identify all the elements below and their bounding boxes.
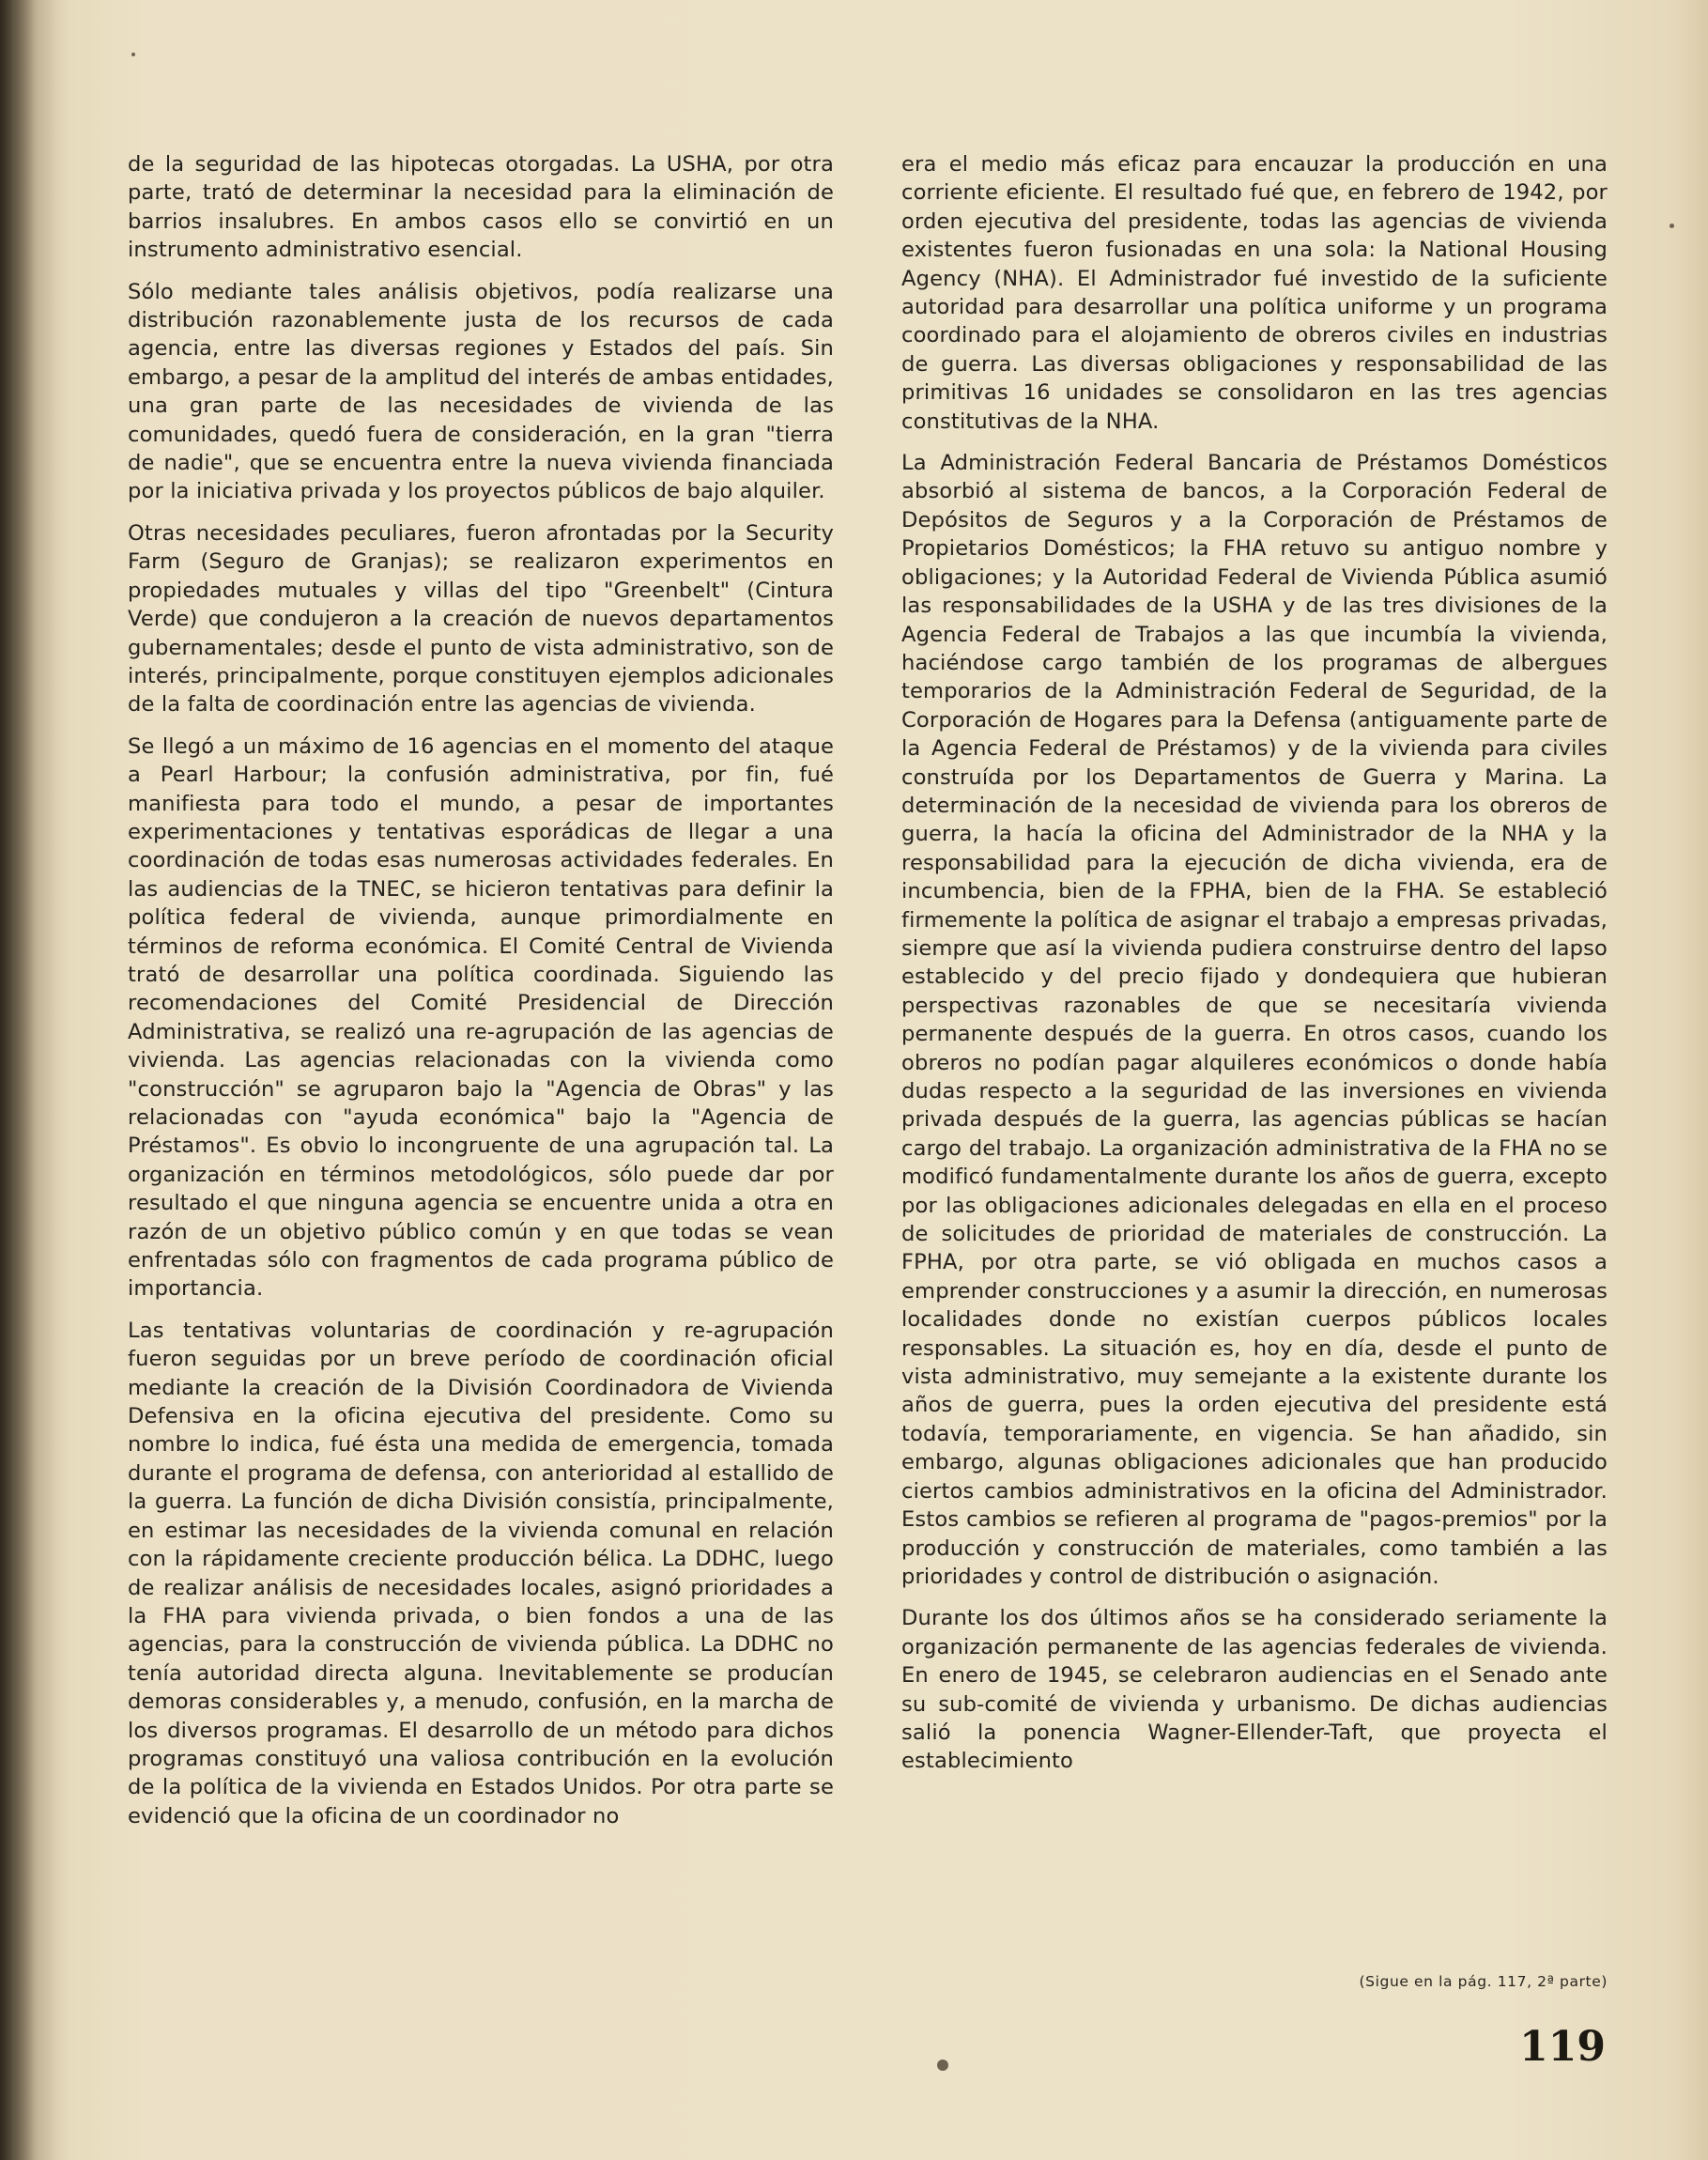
right-paragraph-1: era el medio más eficaz para encauzar la producción en una corriente eficiente. El resultado fué que, en febrero de 1942, por orden ejecutiva del presidente, todas las agencias de vivienda existentes fueron fusionadas en una sola: la National Housing Agency (NHA). El Administrador fué investido de la suficiente autoridad para desarrollar una política uniforme y un programa coordinado para el alojamiento de obreros civiles en industrias de guerra. Las diversas obligaciones y responsabilidad de las primitivas 16 unidades se consolidaron en las tres agencias constitutivas de la NHA. (901, 152, 1608, 434)
paper-speck (937, 2060, 948, 2071)
paper-speck (131, 53, 135, 56)
left-paragraph-2: Sólo mediante tales análisis objetivos, podía realizarse una distribución razonablemente justa de los recursos de cada agencia, entre las diversas regiones y Estados del país. Sin embargo, a pesar de la amplitud del interés de ambas entidades, una gran parte de las necesidades de vivienda de las comunidades, quedó fuera de consideración, en la gran "tierra de nadie", que se encuentra entre la nueva vivienda financiada por la iniciativa privada y los proyectos públicos de bajo alquiler. (128, 279, 834, 504)
binding-gutter-shadow (0, 0, 56, 2160)
right-paragraph-2: La Administración Federal Bancaria de Préstamos Domésticos absorbió al sistema de bancos, a la Corporación Federal de Depósitos de Seguros y a la Corporación de Préstamos de Propietarios Domésticos; la FHA retuvo su antiguo nombre y obligaciones; y la Autoridad Federal de Vivienda Pública asumió las responsabilidades de la USHA y de las tres divisiones de la Agencia Federal de Trabajos a las que incumbía la vivienda, haciéndose cargo también de los programas de albergues temporarios de la Administración Federal de Seguridad, de la Corporación de Hogares para la Defensa (antiguamente parte de la Agencia Federal de Préstamos) y de la vivienda para civiles construída por los Departamentos de Guerra y Marina. La determinación de la necesidad de vivienda para los obreros de guerra, la hacía la oficina del Administrador de la NHA y la responsabilidad para la ejecución de dicha vivienda, era de incumbencia, bien de la FPHA, bien de la FHA. Se estableció firmemente la política de asignar el trabajo a empresas privadas, siempre que así la vivienda pudiera construirse dentro del lapso establecido y del precio fijado y dondequiera que hubieran perspectivas razonables de que se necesitaría vivienda permanente después de la guerra. En otros casos, cuando los obreros no podían pagar alquileres económicos o donde había dudas respecto a la seguridad de las inversiones en vivienda privada después de la guerra, las agencias públicas se hacían cargo del trabajo. La organización administrativa de la FHA no se modificó fundamentalmente durante los años de guerra, excepto por las obligaciones adicionales delegadas en ella en el proceso de solicitudes de prioridad de materiales de construcción. La FPHA, por otra parte, se vió obligada en muchos casos a emprender construcciones y a asumir la dirección, en numerosas localidades donde no existían cuerpos públicos locales responsables. La situación es, hoy en día, desde el punto de vista administrativo, muy semejante a la existente durante los años de guerra, pues la orden ejecutiva del presidente está todavía, temporariamente, en vigencia. Se han añadido, sin embargo, algunas obligaciones adicionales que han producido ciertos cambios administrativos en la oficina del Administrador. Estos cambios se refieren al programa de "pagos-premios" por la producción y construcción de materiales, como también a las prioridades y control de distribución o asignación. (901, 451, 1608, 1589)
continuation-note: (Sigue en la pág. 117, 2ª parte) (1359, 1973, 1608, 1990)
paper-speck (1670, 224, 1674, 228)
left-paragraph-1: de la seguridad de las hipotecas otorgadas. La USHA, por otra parte, trató de determinar la necesidad para la eliminación de barrios insalubres. En ambos casos ello se convirtió en un instrumento administrativo esencial. (128, 152, 834, 263)
page-number: 119 (1519, 2023, 1606, 2071)
left-paragraph-3: Otras necesidades peculiares, fueron afrontadas por la Security Farm (Seguro de Granjas); se realizaron experimentos en propiedades mutuales y villas del tipo "Greenbelt" (Cintura Verde) que condujeron a la creación de nuevos departamentos gubernamentales; desde el punto de vista administrativo, son de interés, principalmente, porque constituyen ejemplos adicionales de la falta de coordinación entre las agencias de vivienda. (128, 520, 834, 717)
right-paragraph-3: Durante los dos últimos años se ha considerado seriamente la organización permanente de las agencias federales de vivienda. En enero de 1945, se celebraron audiencias en el Senado ante su sub-comité de vivienda y urbanismo. De dichas audiencias salió la ponencia Wagner-Ellender-Taft, que proyecta el establecimiento (901, 1606, 1608, 1774)
left-text-column (128, 150, 834, 1844)
left-paragraph-4: Se llegó a un máximo de 16 agencias en el momento del ataque a Pearl Harbour; la confusión administrativa, por fin, fué manifiesta para todo el mundo, a pesar de importantes experimentaciones y tentativas esporádicas de llegar a una coordinación de todas esas numerosas actividades federales. En las audiencias de la TNEC, se hicieron tentativas para definir la política federal de vivienda, aunque primordialmente en términos de reforma económica. El Comité Central de Vivienda trató de desarrollar una política coordinada. Siguiendo las recomendaciones del Comité Presidencial de Dirección Administrativa, se realizó una re-agrupación de las agencias de vivienda. Las agencias relacionadas con la vivienda como "construcción" se agruparon bajo la "Agencia de Obras" y las relacionadas con "ayuda económica" bajo la "Agencia de Préstamos". Es obvio lo incongruente de una agrupación tal. La organización en términos metodológicos, sólo puede dar por resultado el que ninguna agencia se encuentre unida a otra en razón de un objetivo público común y en que todas se vean enfrentadas sólo con fragmentos de cada programa público de importancia. (128, 733, 834, 1302)
left-paragraph-5: Las tentativas voluntarias de coordinación y re-agrupación fueron seguidas por un breve período de coordinación oficial mediante la creación de la División Coordinadora de Vivienda Defensiva en la oficina ejecutiva del presidente. Como su nombre lo indica, fué ésta una medida de emergencia, tomada durante el programa de defensa, con anterioridad al estallido de la guerra. La función de dicha División consistía, principalmente, en estimar las necesidades de la vivienda comunal en relación con la rápidamente creciente producción bélica. La DDHC, luego de realizar análisis de necesidades locales, asignó prioridades a la FHA para vivienda privada, o bien fondos a una de las agencias, para la construcción de vivienda pública. La DDHC no tenía autoridad directa alguna. Inevitablemente se producían demoras considerables y, a menudo, confusión, en la marcha de los diversos programas. El desarrollo de un método para dichos programas constituyó una valiosa contribución en la evolución de la política de la vivienda en Estados Unidos. Por otra parte se evidenció que la oficina de un coordinador no (128, 1318, 834, 1828)
right-text-column (901, 150, 1608, 1789)
